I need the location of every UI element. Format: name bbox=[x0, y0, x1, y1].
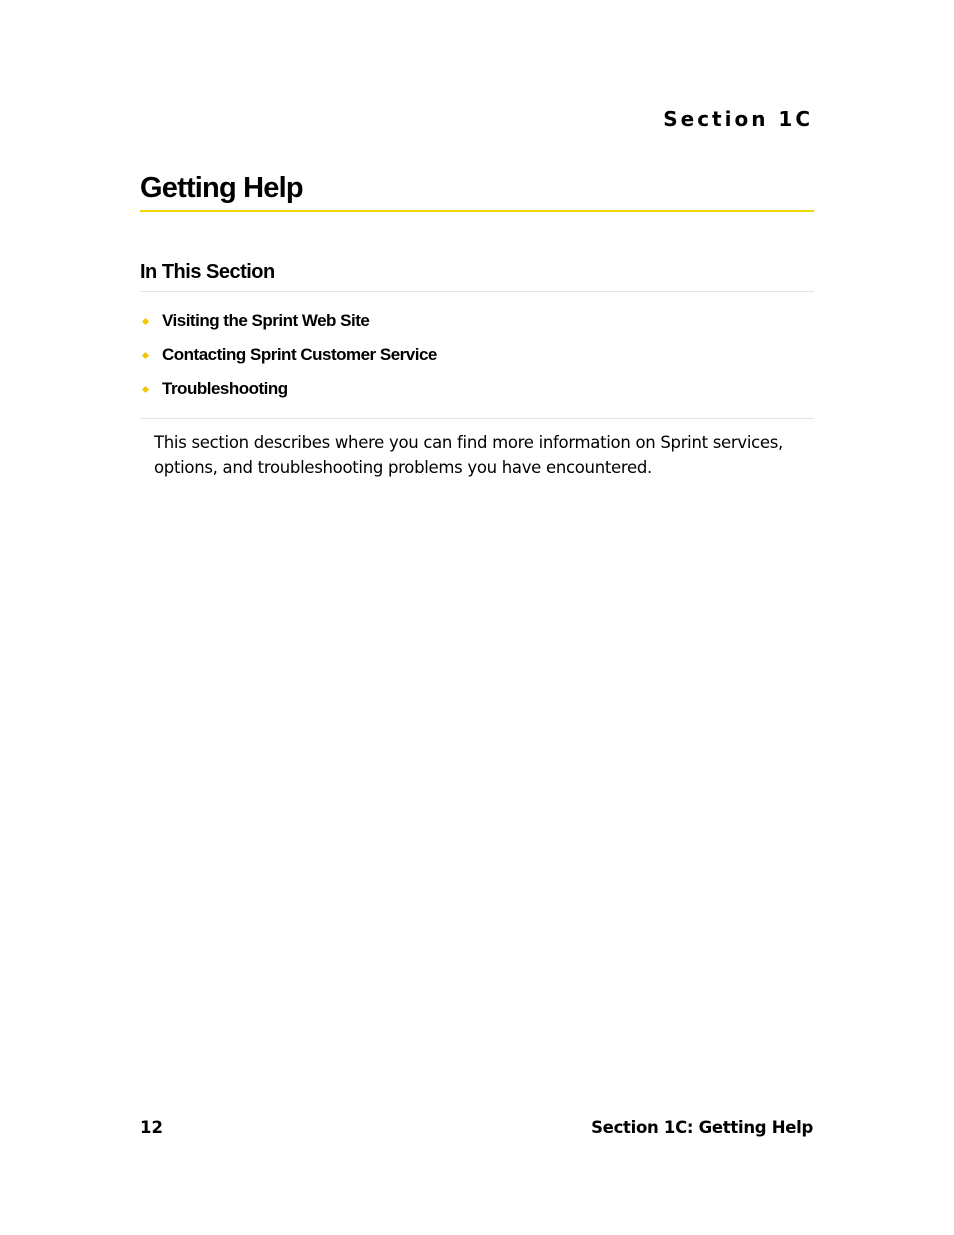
title-rule bbox=[140, 210, 814, 212]
diamond-bullet-icon bbox=[142, 318, 149, 325]
diamond-bullet-icon bbox=[142, 386, 149, 393]
in-this-section-heading: In This Section bbox=[140, 261, 275, 283]
page-title: Getting Help bbox=[140, 172, 303, 204]
toc-link-visiting-sprint-web-site[interactable]: Visiting the Sprint Web Site bbox=[162, 311, 370, 330]
diamond-bullet-icon bbox=[142, 352, 149, 359]
page-number: 12 bbox=[140, 1118, 163, 1137]
section-divider-bottom bbox=[140, 418, 814, 419]
section-divider-top bbox=[140, 291, 814, 292]
section-label: Section 1C bbox=[663, 107, 813, 131]
intro-paragraph: This section describes where you can find more information on Sprint services, options, and troubleshooting problems you have encountered. bbox=[154, 433, 783, 477]
footer-section-title: Section 1C: Getting Help bbox=[591, 1118, 813, 1137]
toc-link-contacting-customer-service[interactable]: Contacting Sprint Customer Service bbox=[162, 345, 437, 364]
toc-link-troubleshooting[interactable]: Troubleshooting bbox=[162, 379, 288, 398]
